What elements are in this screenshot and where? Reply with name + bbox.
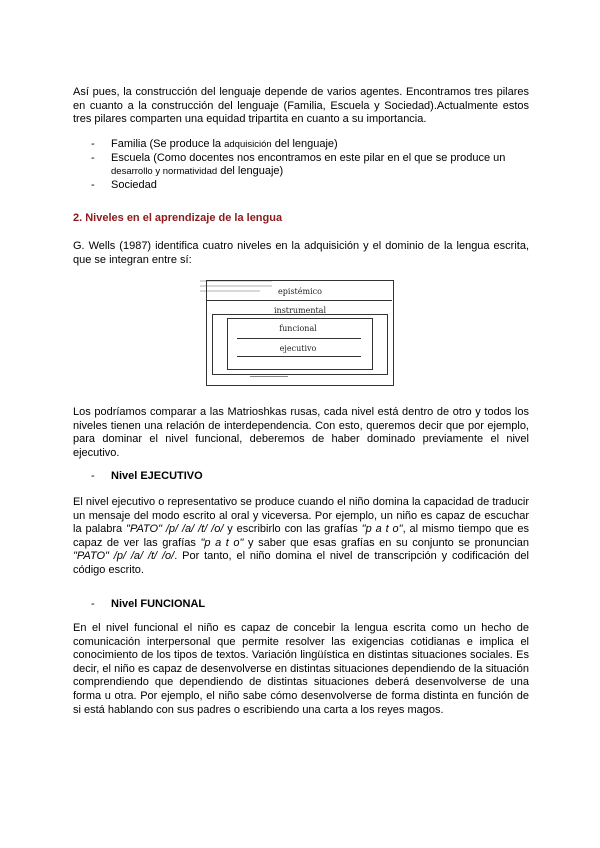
funcional-paragraph: En el nivel funcional el niño es capaz de concebir la lengua escrita como un hecho de comunicación interpersonal que permite resolver las exigencias cotidianas e implica el conocimiento de los tipos de textos. Variación lingüística en distintas situaciones sociales. Es decir, el niño es capaz de desenvolverse en distintas situaciones dependiendo de la situación comprendiendo que dependiendo de distintas situaciones deberá desenvolverse de una forma u otra. Por ejemplo, el niño sabe cómo desenvolverse de forma distinta en función de si está hablando con sus padres o escribiendo una carta a los reyes magos.	[73, 622, 529, 716]
divider-line	[237, 356, 361, 357]
pillars-list-section	[91, 138, 529, 192]
funcional-section	[73, 622, 529, 717]
ejecutivo-section	[73, 496, 529, 578]
level-label-funcional: funcional	[279, 324, 317, 333]
funcional-heading	[91, 598, 529, 612]
levels-diagram	[200, 276, 400, 392]
pillars-list	[91, 138, 529, 192]
list-item	[91, 152, 529, 179]
level-label-instrumental: instrumental	[273, 306, 327, 315]
list-item-text: del lenguaje)	[271, 138, 338, 150]
decorative-line	[250, 376, 288, 377]
funcional-heading-block	[91, 598, 529, 612]
intro-section	[73, 86, 529, 127]
list-item-text: del lenguaje)	[217, 165, 284, 178]
text-run: , al mismo tiempo que es capaz de ver las grafías	[73, 523, 529, 549]
funcional-heading-text: Nivel FUNCIONAL	[111, 598, 206, 610]
italic-run: "PATO" /p/ /a/ /t/ /o/	[126, 523, 224, 536]
section-2	[73, 212, 529, 226]
text-run: y escribirlo con las grafías	[223, 523, 362, 536]
list-item-emphasis: adquisición	[224, 139, 272, 150]
list-item-text: Escuela (Como docentes nos encontramos en este pilar en el que se produce un	[111, 151, 506, 164]
list-item-text: Familia (Se produce la	[111, 138, 225, 150]
level-label-ejecutivo: ejecutivo	[279, 344, 317, 353]
ejecutivo-paragraph	[73, 496, 529, 578]
intro-paragraph: Así pues, la construcción del lenguaje depende de varios agentes. Encontramos tres pilares en cuanto a la construcción del lenguaje (Familia, Escuela y Sociedad).Actualmente estos tres pilares comparten una equidad tripartita en cuanto a su importancia.	[73, 86, 529, 126]
list-item	[91, 138, 529, 152]
ejecutivo-heading-text: Nivel EJECUTIVO	[111, 470, 203, 482]
italic-run: "p a t o"	[361, 523, 403, 536]
section-2-intro	[73, 240, 529, 267]
ejecutivo-heading-block	[91, 470, 529, 484]
matrioshka-paragraph: Los podríamos comparar a las Matrioshkas rusas, cada nivel está dentro de otro y todos los niveles tienen una relación de interdependencia. Con esto, queremos decir que por ejemplo, para dominar el nivel funcional, deberemos de haber dominado previamente el nivel ejecutivo.	[73, 406, 529, 459]
level-label-epistemico: epistémico	[278, 287, 322, 296]
list-item-text: Sociedad	[111, 178, 157, 191]
section-2-paragraph: G. Wells (1987) identifica cuatro niveles en la adquisición y el dominio de la lengua escrita, que se integran entre sí:	[73, 240, 529, 266]
text-run: . Por tanto, el niño domina el nivel de transcripción y codificación del código escrito.	[73, 550, 529, 576]
italic-run: "p a t o"	[200, 536, 244, 549]
italic-run: "PATO" /p/ /a/ /t/ /o/	[73, 550, 175, 563]
divider-line	[206, 300, 392, 301]
list-item	[91, 179, 529, 193]
list-item-emphasis: desarrollo y normatividad	[111, 166, 218, 178]
ejecutivo-heading	[91, 470, 529, 484]
text-run: El nivel ejecutivo o representativo se produce cuando el niño domina la capacidad de traducir un mensaje del modo escrito al oral y viceversa. Por ejemplo, un niño es capaz de escuchar la palabra	[73, 496, 529, 536]
section-heading: 2. Niveles en el aprendizaje de la lengua	[73, 212, 283, 224]
divider-line	[237, 338, 361, 339]
text-run: y saber que esas grafías en su conjunto se pronuncian	[243, 536, 529, 549]
matrioshka-section	[73, 406, 529, 460]
